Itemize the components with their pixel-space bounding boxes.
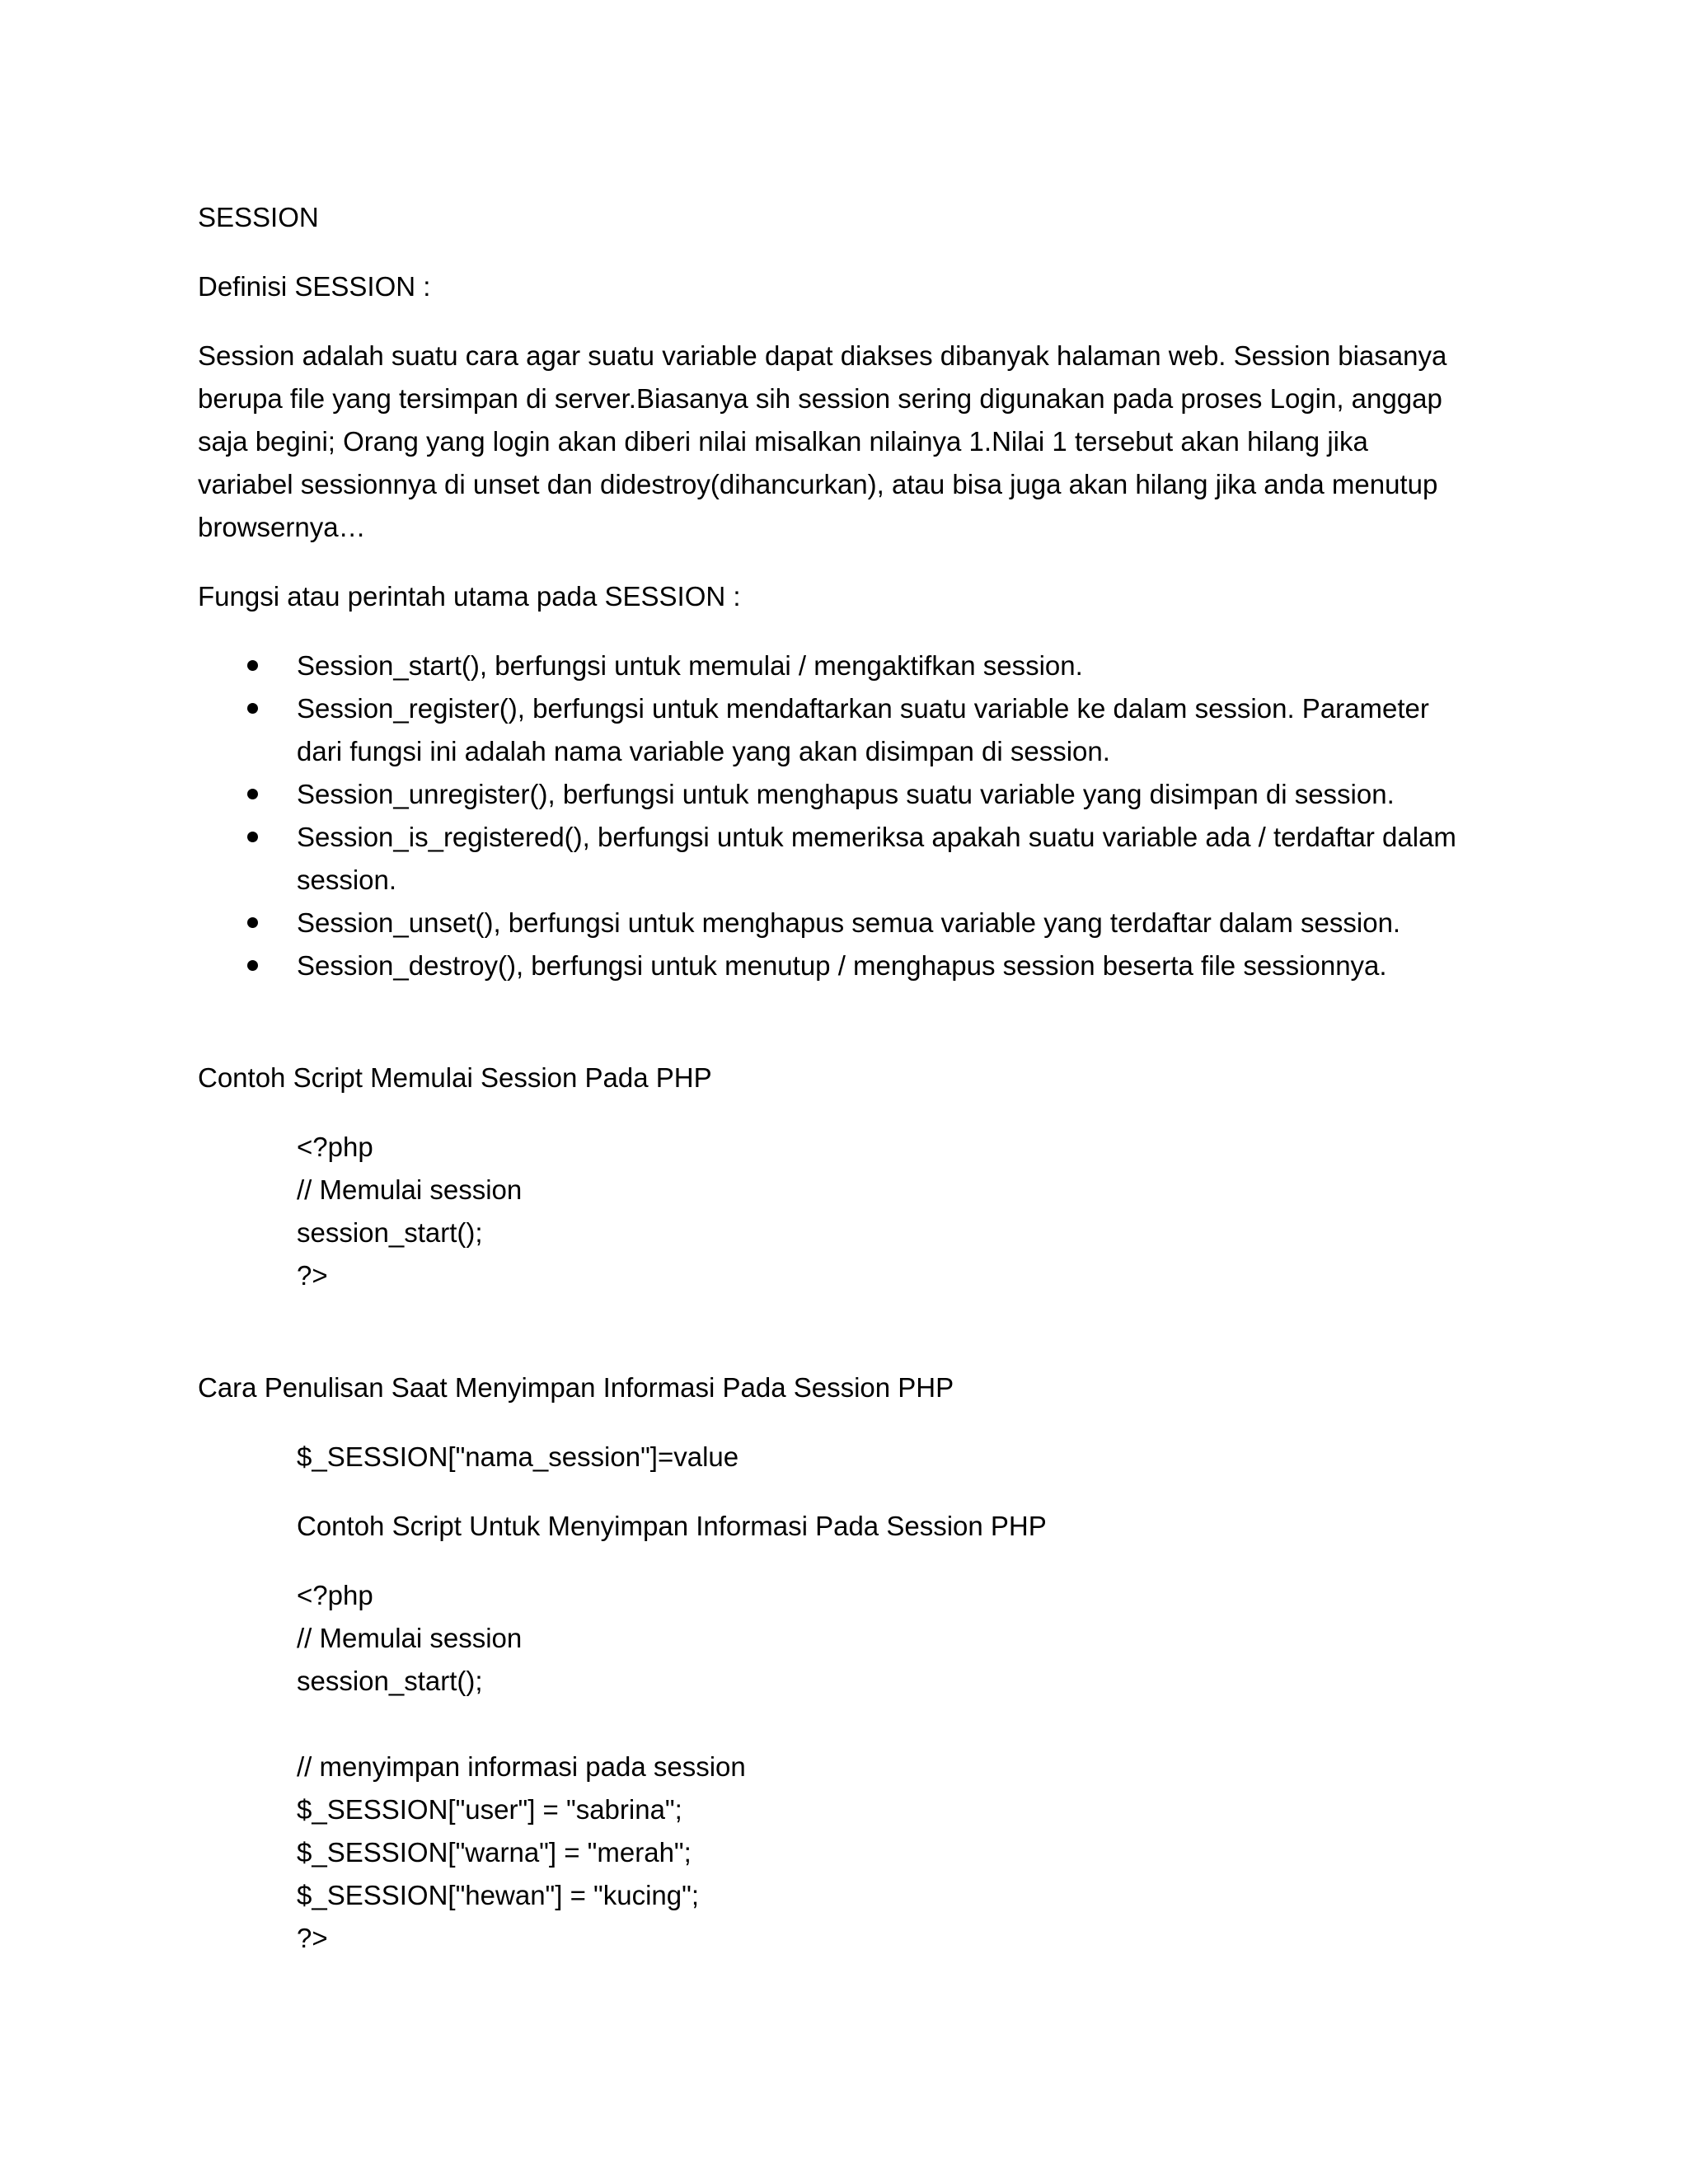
list-item-text: dari fungsi ini adalah nama variable yang akan disimpan di session. (297, 736, 1110, 766)
list-item (198, 902, 1500, 944)
code-line: session_start(); (297, 1666, 483, 1696)
bullet-icon (247, 789, 258, 799)
code-line: $_SESSION["hewan"] = "kucing"; (297, 1880, 700, 1910)
spacer (198, 1297, 1500, 1366)
list-item (198, 644, 1500, 687)
syntax-line: $_SESSION["nama_session"]=value (297, 1441, 739, 1472)
example3-code-block (297, 1574, 1500, 1960)
definition-line: saja begini; Orang yang login akan diberi nilai misalkan nilainya 1.Nilai 1 tersebut akan hilang jika (198, 426, 1368, 457)
example1-heading: Contoh Script Memulai Session Pada PHP (198, 1062, 712, 1093)
code-line: session_start(); (297, 1217, 483, 1248)
list-item-text: Session_unset(), berfungsi untuk menghapus semua variable yang terdaftar dalam session. (297, 907, 1401, 938)
example3-heading: Contoh Script Untuk Menyimpan Informasi Pada Session PHP (297, 1511, 1047, 1541)
code-line: // Memulai session (297, 1623, 523, 1653)
list-item-text: Session_start(), berfungsi untuk memulai / mengaktifkan session. (297, 650, 1083, 681)
example1-code-block (297, 1126, 1500, 1297)
bullet-icon (247, 703, 258, 714)
list-item (198, 773, 1500, 816)
bullet-icon (247, 832, 258, 842)
bullet-icon (247, 960, 258, 971)
bullet-icon (247, 917, 258, 928)
list-item-text: Session_unregister(), berfungsi untuk menghapus suatu variable yang disimpan di session. (297, 779, 1395, 809)
code-line: ?> (297, 1923, 328, 1953)
document-body (198, 196, 1500, 1960)
list-item (198, 687, 1500, 773)
functions-list (198, 644, 1500, 987)
code-line: <?php (297, 1132, 373, 1162)
definition-heading: Definisi SESSION : (198, 271, 431, 302)
list-item-text: Session_destroy(), berfungsi untuk menutup / menghapus session beserta file sessionnya. (297, 950, 1387, 981)
document-title: SESSION (198, 202, 319, 232)
code-line: // menyimpan informasi pada session (297, 1751, 746, 1782)
example2-heading: Cara Penulisan Saat Menyimpan Informasi Pada Session PHP (198, 1372, 954, 1403)
bullet-icon (247, 660, 258, 671)
code-line: // Memulai session (297, 1174, 523, 1205)
code-line (297, 1703, 1500, 1746)
definition-line: Session adalah suatu cara agar suatu variable dapat diakses dibanyak halaman web. Session biasanya (198, 340, 1447, 371)
code-line: $_SESSION["user"] = "sabrina"; (297, 1794, 682, 1825)
list-item-text: Session_register(), berfungsi untuk mendaftarkan suatu variable ke dalam session. Parameter (297, 693, 1429, 724)
list-item-text: Session_is_registered(), berfungsi untuk memeriksa apakah suatu variable ada / terdaftar dalam (297, 822, 1456, 852)
definition-line: variabel sessionnya di unset dan didestroy(dihancurkan), atau bisa juga akan hilang jika anda menutup (198, 469, 1438, 499)
functions-heading: Fungsi atau perintah utama pada SESSION : (198, 581, 741, 612)
code-line: $_SESSION["warna"] = "merah"; (297, 1837, 692, 1868)
code-line: ?> (297, 1260, 328, 1291)
list-item-text: session. (297, 865, 397, 895)
definition-line: browsernya… (198, 512, 366, 542)
list-item (198, 944, 1500, 987)
definition-line: berupa file yang tersimpan di server.Biasanya sih session sering digunakan pada proses Login, anggap (198, 383, 1442, 414)
spacer (198, 987, 1500, 1057)
list-item (198, 816, 1500, 902)
definition-paragraph (198, 335, 1500, 549)
code-line: <?php (297, 1580, 373, 1610)
